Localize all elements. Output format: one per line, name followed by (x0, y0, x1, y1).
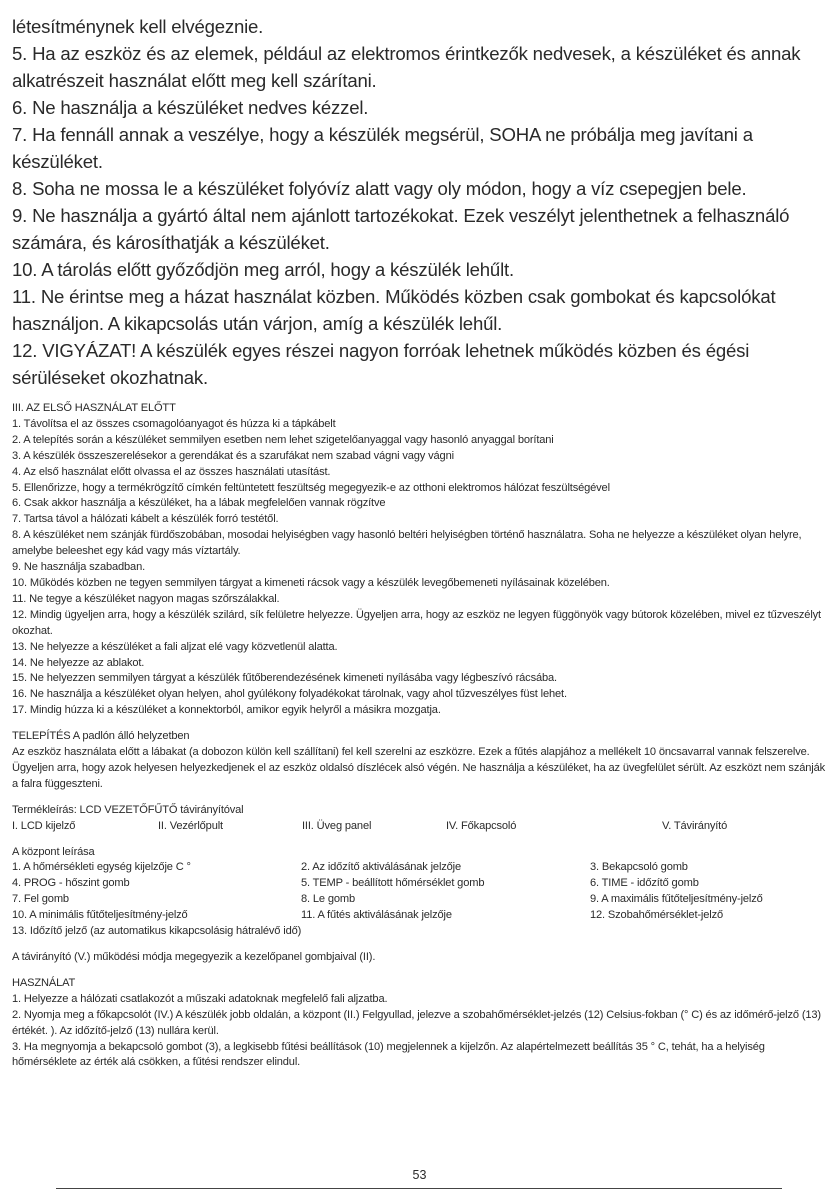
control-item: 8. Le gomb (301, 893, 356, 906)
product-description (12, 803, 832, 835)
safety-line: 9. Ne használja a gyártó által nem ajánlott tartozékokat. Ezek veszélyt jelenthetnek a felhasználó számára, és károsíthatják a készüléket. (12, 205, 790, 253)
safety-line: 7. Ha fennáll annak a veszélye, hogy a készülék megsérül, SOHA ne próbálja meg javítani a készüléket. (12, 124, 753, 172)
parts-row (12, 819, 832, 835)
control-item: 12. Szobahőmérséklet-jelző (590, 909, 723, 922)
control-row (12, 860, 832, 876)
control-item: 10. A minimális fűtőteljesítmény-jelző (12, 909, 188, 922)
paragraph: Az eszköz használata előtt a lábakat (a dobozon külön kell szállítani) fel kell szerelni az eszközre. Ezek a fűtés alapjához a mellékelt 10 öncsavarral vannak felszerelve. Ügyeljen arra, hogy azok helyesen helyezkedjenek el az eszköz oldalsó díszlécek alsó végén. Ne használja a készüléket, ha az üvegfelület sérült. Az eszközt nem szánják a falra függeszteni. (12, 746, 825, 790)
safety-line: 10. A tárolás előtt győződjön meg arról, hogy a készülék lehűlt. (12, 259, 514, 280)
list-item: 17. Mindig húzza ki a készüléket a konnektorból, amikor egyik helyről a másikra mozgatja. (12, 704, 441, 717)
part-label: III. Üveg panel (302, 819, 372, 832)
list-item: 2. A telepítés során a készüléket semmilyen esetben nem lehet szigetelőanyaggal vagy hasonló anyaggal borítani (12, 433, 554, 446)
page-number: 53 (412, 1168, 427, 1182)
part-label: IV. Főkapcsoló (446, 819, 517, 832)
footer-divider (56, 1188, 782, 1189)
list-item: 15. Ne helyezzen semmilyen tárgyat a készülék fűtőberendezésének kimeneti nyílásába vagy légbeszívó rácsába. (12, 672, 557, 685)
safety-line: 6. Ne használja a készüléket nedves kézzel. (12, 97, 369, 118)
list-item: 5. Ellenőrizze, hogy a termékrögzítő címkén feltüntetett feszültség megegyezik-e az otthoni elektromos hálózat feszültségével (12, 481, 610, 494)
section-heading: III. AZ ELSŐ HASZNÁLAT ELŐTT (12, 402, 176, 414)
control-item: 6. TIME - időzítő gomb (590, 877, 699, 890)
list-item: 12. Mindig ügyeljen arra, hogy a készülék szilárd, sík felületre helyezze. Ügyeljen arra, hogy az eszköz ne legyen függönyök vagy bútorok közelében, mivel ez tűzveszélyt okozhat. (12, 608, 821, 637)
safety-instructions (12, 13, 832, 391)
list-item: 8. A készüléket nem szánják fürdőszobában, mosodai helyiségben vagy hasonló beltéri helyiségben történő használatra. Soha ne helyezze a készüléket olyan helyre, amelybe beleeshet egy kád vagy más víztartály. (12, 529, 802, 558)
list-item: 10. Működés közben ne tegyen semmilyen tárgyat a kimeneti rácsok vagy a készülék levegőbemeneti nyílásainak közelében. (12, 576, 610, 589)
control-item: 1. A hőmérsékleti egység kijelzője C ° (12, 861, 191, 874)
part-label: I. LCD kijelző (12, 819, 76, 832)
list-item: 13. Ne helyezze a készüléket a fali aljzat elé vagy közvetlenül alatta. (12, 640, 338, 653)
list-item: 11. Ne tegye a készüléket nagyon magas szőrszálakkal. (12, 592, 280, 605)
control-item: 7. Fel gomb (12, 893, 69, 906)
paragraph: A távirányító (V.) működési módja megegyezik a kezelőpanel gombjaival (II). (12, 951, 376, 963)
control-item: 3. Bekapcsoló gomb (590, 861, 688, 874)
control-row (12, 876, 832, 892)
list-item: 14. Ne helyezze az ablakot. (12, 656, 145, 669)
first-use-section (12, 401, 832, 719)
list-item: 4. Az első használat előtt olvassa el az összes használati utasítást. (12, 465, 331, 478)
safety-line: 11. Ne érintse meg a házat használat közben. Működés közben csak gombokat és kapcsolókat használjon. A kikapcsolás után várjon, amíg a készülék lehűl. (12, 286, 776, 334)
document-page (12, 13, 832, 1071)
list-item: 6. Csak akkor használja a készüléket, ha a lábak megfelelően vannak rögzítve (12, 497, 386, 510)
list-item: 3. Ha megnyomja a bekapcsoló gombot (3), a legkisebb fűtési beállítások (10) megjelennek a kijelzőn. Az alapértelmezett beállítás 35 ° C, tehát, ha a helyiség hőmérséklete az érték alá csökken, a fűtési rendszer elindul. (12, 1040, 765, 1069)
control-item: 4. PROG - hőszint gomb (12, 877, 130, 890)
safety-line: 5. Ha az eszköz és az elemek, például az elektromos érintkezők nedvesek, a készüléket és annak alkatrészeit használat előtt meg kell szárítani. (12, 43, 801, 91)
list-item: 7. Tartsa távol a hálózati kábelt a készülék forró testétől. (12, 513, 279, 526)
safety-line: 8. Soha ne mossa le a készüléket folyóvíz alatt vagy oly módon, hogy a víz csepegjen bele. (12, 178, 747, 199)
remote-note-section (12, 950, 832, 966)
section-heading: TELEPÍTÉS A padlón álló helyzetben (12, 730, 190, 743)
control-row (12, 908, 832, 924)
list-item: 16. Ne használja a készüléket olyan helyen, ahol gyúlékony folyadékokat tárolnak, vagy ahol tűzveszélyes füst lehet. (12, 688, 567, 701)
control-panel-section (12, 845, 832, 940)
control-item: 13. Időzítő jelző (az automatikus kikapcsolásig hátralévő idő) (12, 925, 302, 938)
list-item: 3. A készülék összeszerelésekor a gerendákat és a szarufákat nem szabad vágni vagy vágni (12, 449, 454, 462)
installation-section (12, 729, 832, 793)
control-item: 5. TEMP - beállított hőmérséklet gomb (301, 877, 485, 890)
control-item: 11. A fűtés aktiválásának jelzője (301, 909, 452, 922)
safety-line: létesítménynek kell elvégeznie. (12, 16, 264, 37)
list-item: 1. Távolítsa el az összes csomagolóanyagot és húzza ki a tápkábelt (12, 417, 336, 430)
section-heading: HASZNÁLAT (12, 976, 76, 989)
list-item: 9. Ne használja szabadban. (12, 561, 146, 574)
list-item: 1. Helyezze a hálózati csatlakozót a műszaki adatoknak megfelelő fali aljzatba. (12, 992, 388, 1005)
control-item: 2. Az időzítő aktiválásának jelzője (301, 861, 462, 874)
control-item: 9. A maximális fűtőteljesítmény-jelző (590, 893, 763, 906)
section-heading: Termékleírás: LCD VEZETŐFŰTŐ távirányítóval (12, 803, 244, 816)
safety-line: 12. VIGYÁZAT! A készülék egyes részei nagyon forróak lehetnek működés közben és égési sérüléseket okozhatnak. (12, 340, 750, 388)
list-item: 2. Nyomja meg a főkapcsolót (IV.) A készülék jobb oldalán, a központ (II.) Felgyullad, jelezve a szobahőmérséklet-jelzés (12) Celsius-fokban (° C) és az időmérő-jelző (13) értékét. ). Az időzítő-jelző (13) nullára kerül. (12, 1008, 821, 1037)
section-heading: A központ leírása (12, 845, 95, 858)
part-label: II. Vezérlőpult (158, 819, 223, 832)
control-row (12, 892, 832, 908)
usage-section (12, 976, 832, 1071)
part-label: V. Távirányító (662, 819, 728, 832)
